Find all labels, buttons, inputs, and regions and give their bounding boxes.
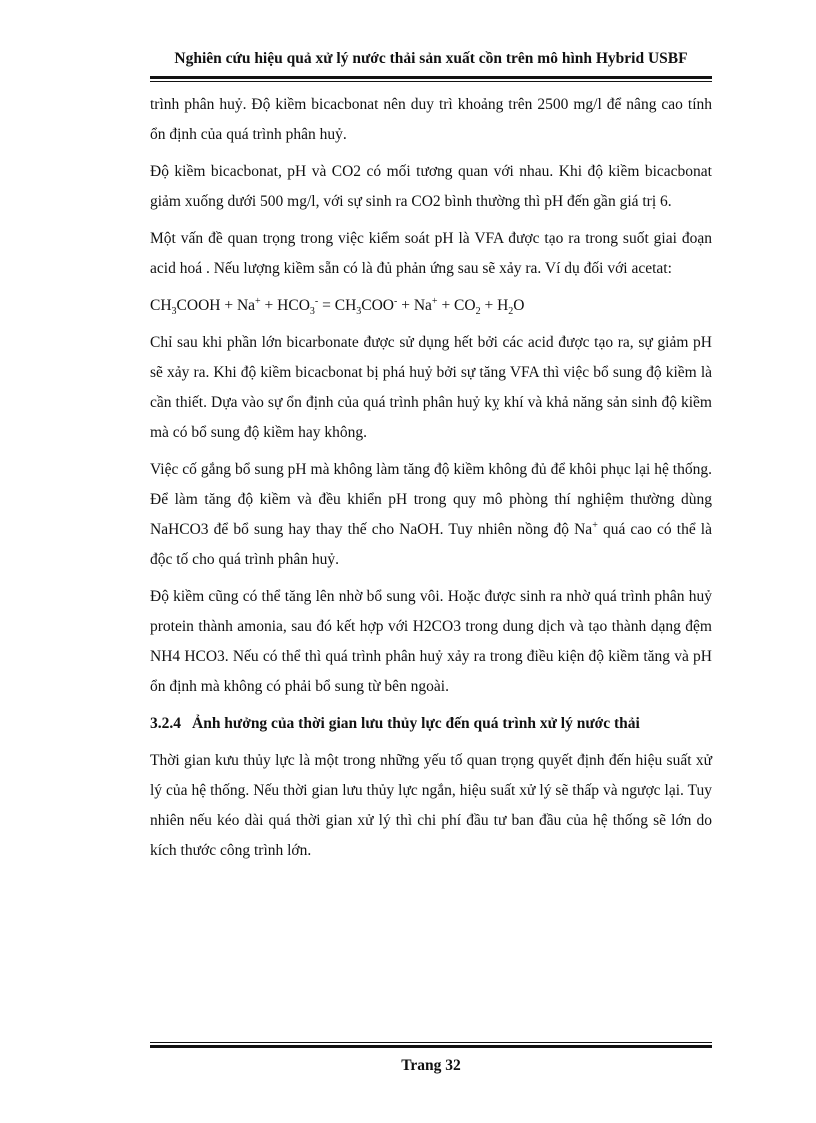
paragraph-6: Độ kiềm cũng có thể tăng lên nhờ bổ sung vôi. Hoặc được sinh ra nhờ quá trình phân huỷ protein thành amonia, sau đó kết hợp với H2CO3 trong dung dịch và tạo thành dạng đệm NH4 HCO3. Nếu có thể thì quá trình phân huỷ xảy ra trong điều kiện độ kiềm tăng và pH ổn định mà không có phải bổ sung từ bên ngoài. [150,588,712,695]
running-header: Nghiên cứu hiệu quả xử lý nước thải sản xuất cồn trên mô hình Hybrid USBF [174,50,688,67]
section-number: 3.2.4 [150,715,181,732]
page-body [150,90,712,873]
page-number: Trang 32 [401,1057,461,1074]
paragraph-4: Chỉ sau khi phần lớn bicarbonate được sử dụng hết bởi các acid được tạo ra, sự giảm pH sẽ xảy ra. Khi độ kiềm bicacbonat bị phá huỷ bởi sự tăng VFA thì việc bổ sung độ kiềm là cần thiết. Dựa vào sự ổn định của quá trình phân huỷ kỵ khí và khả năng sản sinh độ kiềm mà có bổ sung độ kiềm hay không. [150,334,712,441]
header-rule-thick [150,76,712,79]
header-rule-thin [150,81,712,82]
paragraph-2: Độ kiềm bicacbonat, pH và CO2 có mối tương quan với nhau. Khi độ kiềm bicacbonat giảm xuống dưới 500 mg/l, với sự sinh ra CO2 bình thường thì pH đến gần giá trị 6. [150,163,712,210]
paragraph-7: Thời gian kưu thủy lực là một trong những yếu tố quan trọng quyết định đến hiệu suất xử lý của hệ thống. Nếu thời gian lưu thủy lực ngắn, hiệu suất xử lý sẽ thấp và ngược lại. Tuy nhiên nếu kéo dài quá thời gian xử lý thì chi phí đầu tư ban đầu của hệ thống sẽ lớn do kích thước công trình lớn. [150,752,712,859]
paragraph-5: Việc cố gắng bổ sung pH mà không làm tăng độ kiềm không đủ để khôi phục lại hệ thống. Để làm tăng độ kiềm và đều khiển pH trong quy mô phòng thí nghiệm thường dùng NaHCO3 để bổ sung hay thay thế cho NaOH. Tuy nhiên nồng độ Na+ quá cao có thể là độc tố cho quá trình phân huỷ. [150,461,712,568]
footer-rule-thin [150,1042,712,1043]
section-heading [150,709,712,739]
paragraph-1: trình phân huỷ. Độ kiềm bicacbonat nên duy trì khoảng trên 2500 mg/l để nâng cao tính ổn định của quá trình phân huỷ. [150,96,712,143]
acetate-reaction-formula: $CH_3COOH + Na^+ + HCO_3^- = CH_3COO^- + Na^+ + CO_2 + H_2O$ [150,295,525,318]
section-title: Ảnh hưởng của thời gian lưu thủy lực đến quá trình xử lý nước thải [192,715,640,732]
footer-rule-thick [150,1045,712,1048]
paragraph-3: Một vấn đề quan trọng trong việc kiểm soát pH là VFA được tạo ra trong suốt giai đoạn acid hoá . Nếu lượng kiềm sẵn có là đủ phản ứng sau sẽ xảy ra. Ví dụ đối với acetat: [150,230,712,277]
